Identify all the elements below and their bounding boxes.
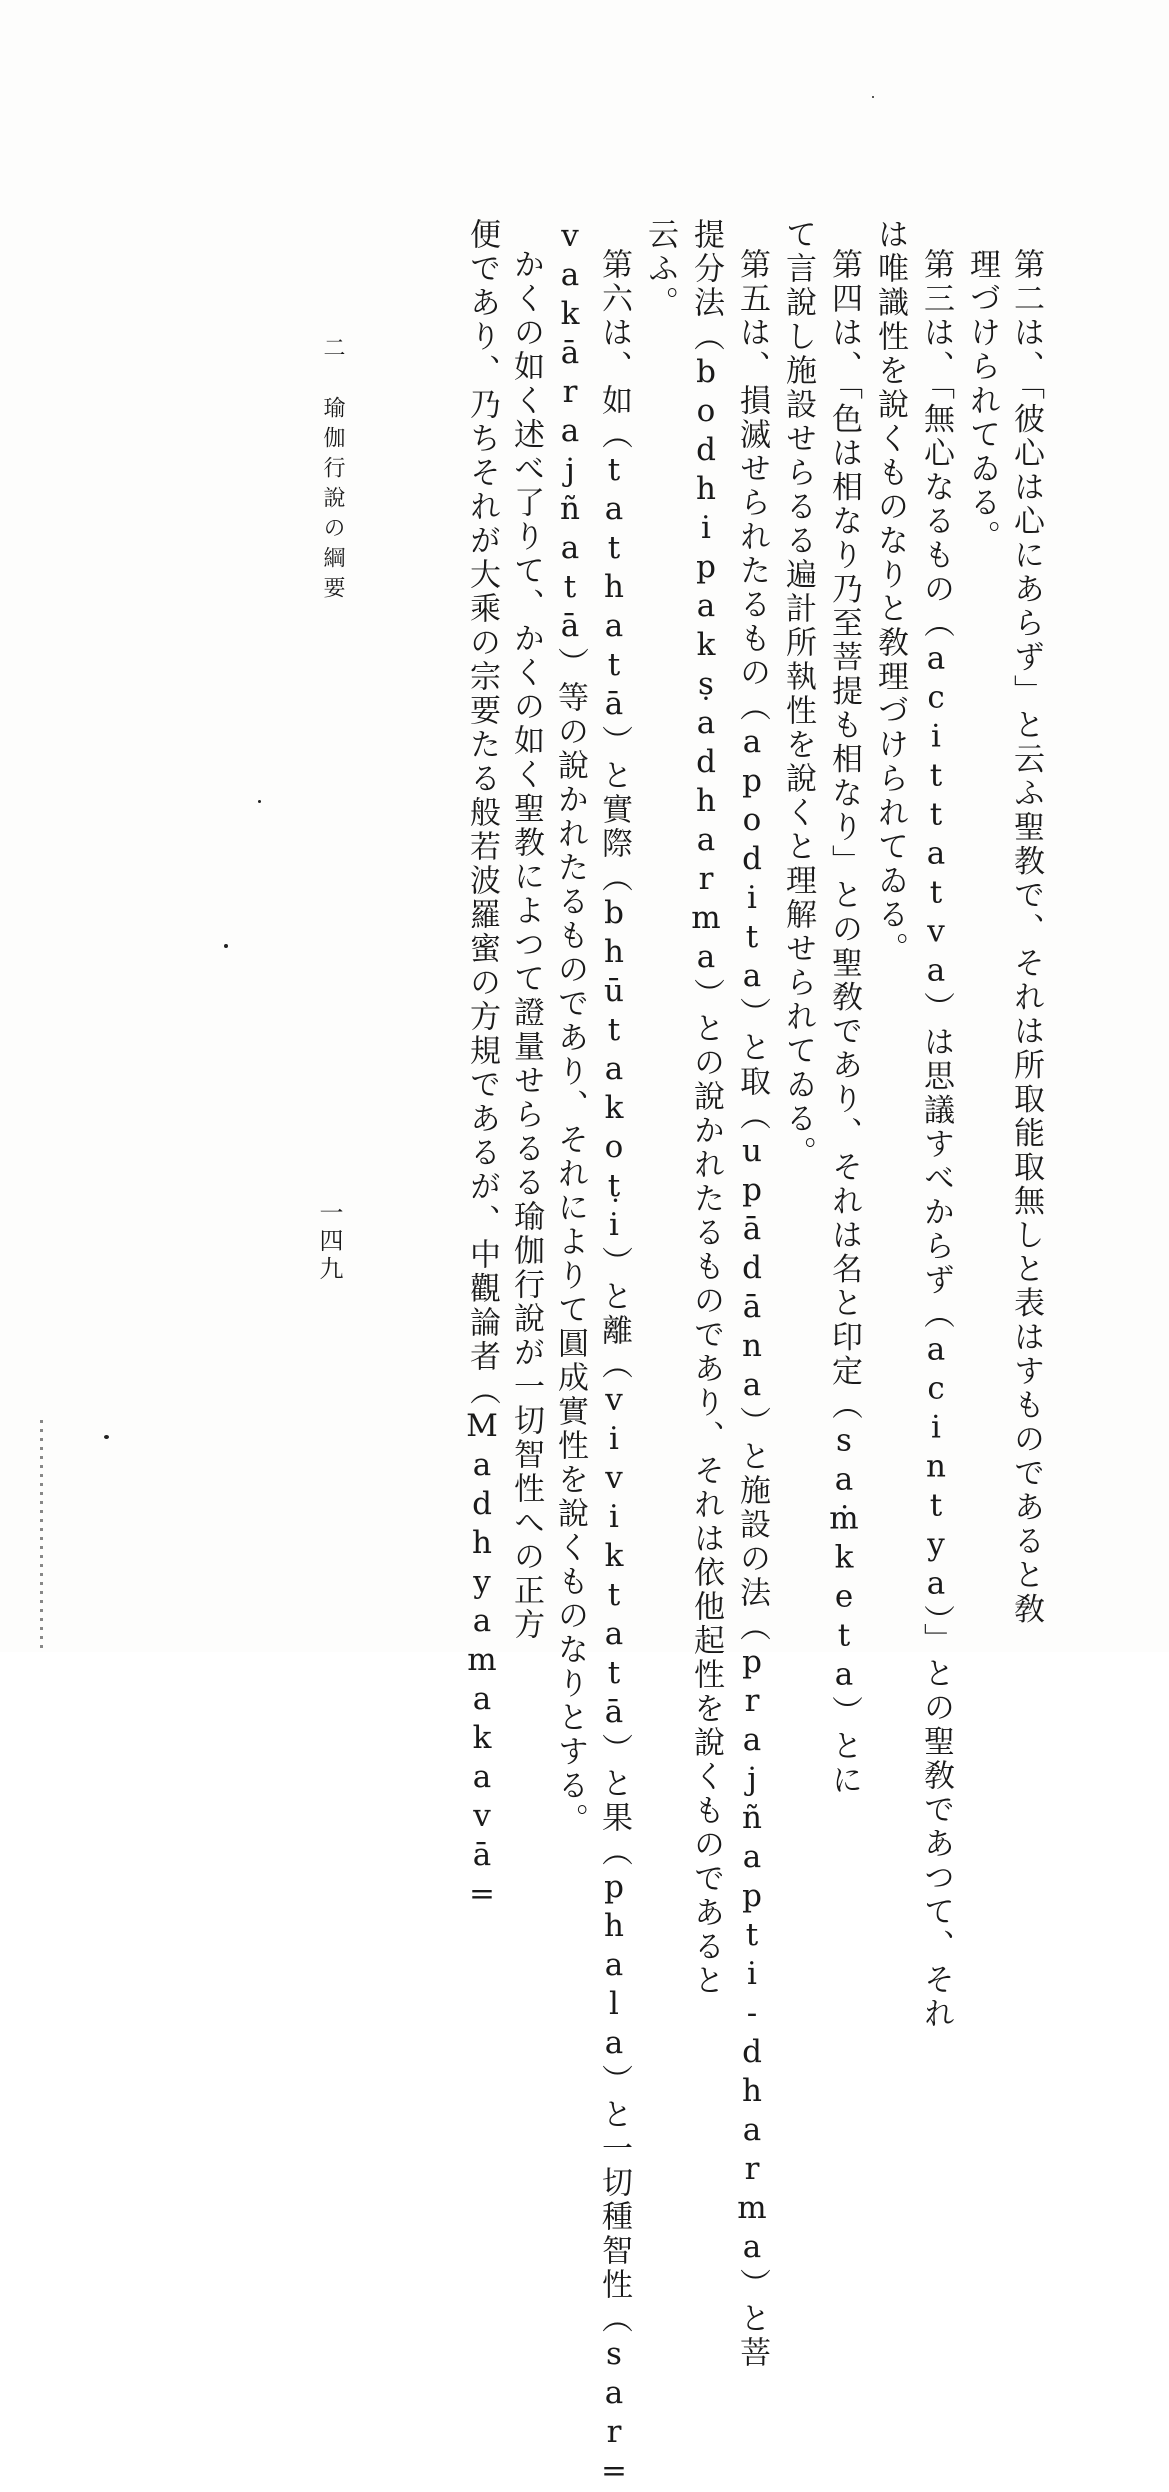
scan-speck (872, 96, 874, 98)
text-column-8: 提分法（bodhipakṣadharma）との說かれたるものであり、それは依他起性を說くものであると (688, 218, 724, 1998)
text-column-5: 第四は、「色は相なり乃至菩提も相なり」との聖敎であり、それは名と印定（saṁketa）とに (826, 248, 862, 1798)
text-column-6: て言說し施設せらるる遍計所執性を說くと理解せられてゐる。 (780, 218, 816, 1170)
scan-speck (104, 1435, 109, 1439)
scan-edge-marks (40, 1420, 43, 1650)
text-column-1: 第二は、「彼心は心にあらず」と云ふ聖教で、それは所取能取無しと表はすものであると敎 (1008, 248, 1044, 1627)
running-head: 二 瑜伽行說の綱要 (320, 336, 345, 606)
text-column-3: 第三は、「無心なるもの（acittatva）は思議すべからず（acintya）」との聖敎であつて、それ (918, 248, 954, 2031)
text-column-11: vakārajñatā）等の說かれたるものであり、それによりて圓成實性を說くものなりとする。 (552, 218, 588, 1837)
text-column-7: 第五は、損滅せられたるもの（apodita）と取（upādāna）と施設の法（prajñapti-dharma）と菩 (734, 248, 770, 2370)
text-column-10: 第六は、如（tathatā）と實際（bhūtakoṭi）と離（viviktatā）と果（phala）と一切種智性（sar= (596, 248, 632, 2492)
text-column-4: は唯識性を說くものなりと敎理づけられてゐる。 (872, 218, 908, 966)
text-column-2: 理づけられてゐる。 (964, 248, 1000, 554)
text-column-12: かくの如く述べ了りて、かくの如く聖教によつて證量せらるる瑜伽行說が一切智性への正方 (508, 248, 544, 1642)
text-column-9: 云ふ。 (642, 218, 678, 320)
scan-speck (258, 800, 261, 803)
page-number: 一四九 (315, 1200, 343, 1284)
scan-speck (224, 944, 228, 948)
text-column-13: 便であり、乃ちそれが大乘の宗要たる般若波羅蜜の方規であるが、中觀論者（Madhyamakavā= (464, 218, 500, 1915)
